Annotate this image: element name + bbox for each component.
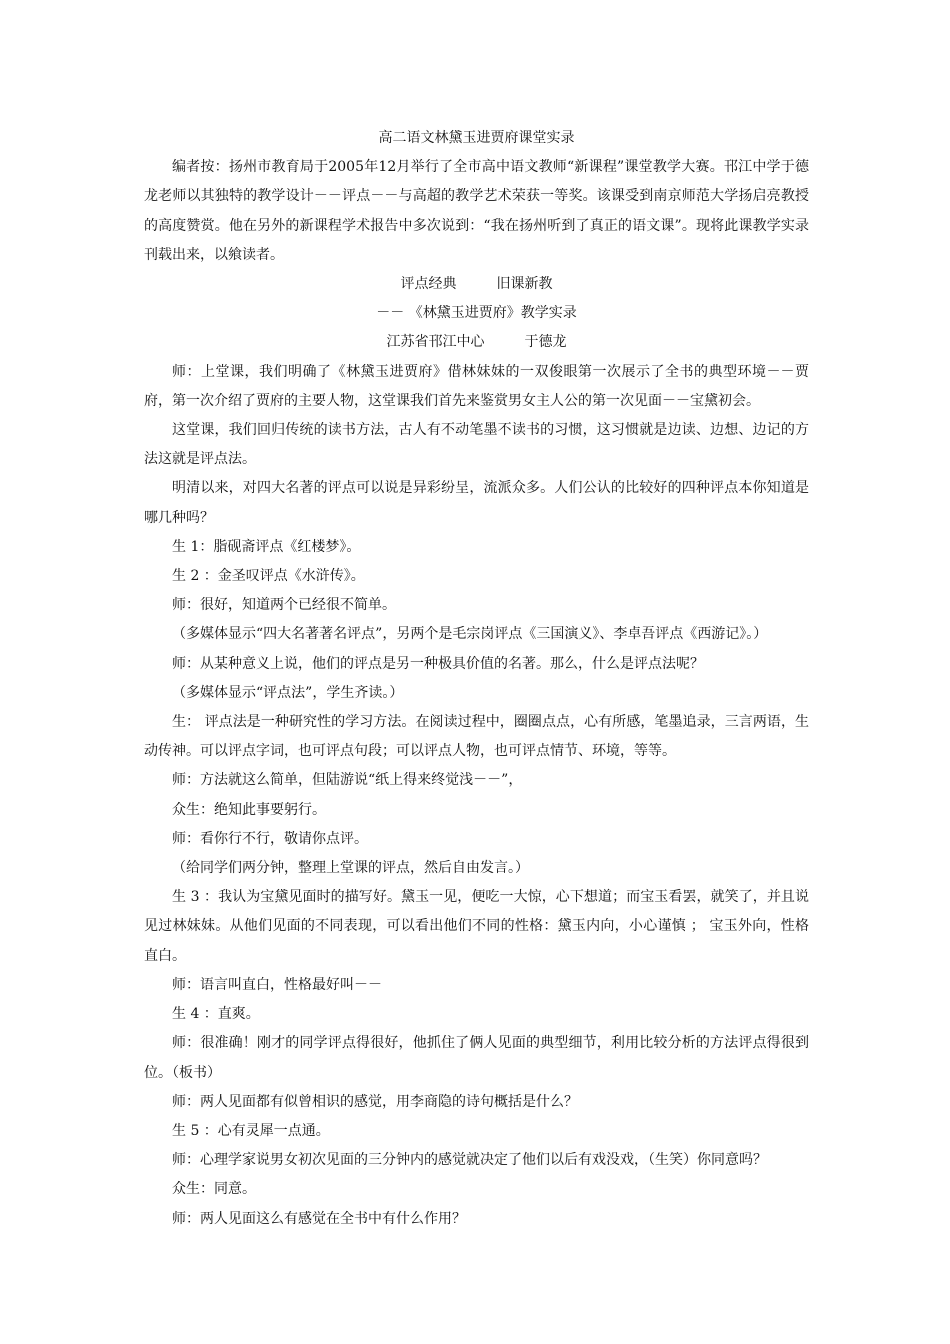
paragraph: 师：心理学家说男女初次见面的三分钟内的感觉就决定了他们以后有戏没戏，（生笑）你同意吗？: [172, 1152, 767, 1169]
paragraph: 生： 评点法是一种研究性的学习方法。在阅读过程中，圈圈点点，心有所感，笔墨追录，三言两语，生动传神。可以评点字词，也可评点句段；可以评点人物，也可评点情节、环境，等等。: [144, 714, 809, 760]
paragraph: 生 3 ：我认为宝黛见面时的描写好。黛玉一见，便吃一大惊，心下想道；而宝玉看罢，就笑了，并且说见过林妹妹。从他们见面的不同表现，可以看出他们不同的性格：黛玉内向，小心谨慎 ； 宝玉外向，性格直白。: [144, 889, 809, 964]
paragraph: 师：上堂课，我们明确了《林黛玉进贾府》借林妹妹的一双俊眼第一次展示了全书的典型环境－－贾府，第一次介绍了贾府的主要人物，这堂课我们首先来鉴赏男女主人公的第一次见面－－宝黛初会。: [144, 363, 809, 409]
paragraph: 众生：同意。: [172, 1181, 256, 1198]
paragraph: 明清以来，对四大名著的评点可以说是异彩纷呈，流派众多。人们公认的比较好的四种评点本你知道是哪几种吗？: [144, 480, 809, 526]
body-text: [144, 358, 809, 1234]
paragraph: 生 2 ：金圣叹评点《水浒传》。: [172, 568, 365, 585]
paragraph: （多媒体显示“四大名著著名评点”，另两个是毛宗岗评点《三国演义》、李卓吾评点《西游记》。）: [172, 626, 768, 643]
paragraph: 师：很准确！刚才的同学评点得很好，他抓住了俩人见面的典型细节，利用比较分析的方法评点得很到位。（板书）: [144, 1035, 809, 1081]
subtitle: [144, 270, 809, 299]
document-page: [144, 124, 809, 1234]
paragraph: 师：两人见面这么有感觉在全书中有什么作用？: [172, 1210, 466, 1227]
subtitle-right: 旧课新教: [496, 276, 553, 293]
paragraph: 师：很好，知道两个已经很不简单。: [172, 597, 396, 614]
author-line: [144, 328, 809, 357]
document-title: 高二语文林黛玉进贾府课堂实录: [378, 130, 575, 146]
paragraph: 生 5 ：心有灵犀一点通。: [172, 1122, 330, 1139]
author-place: 江苏省邗江中心: [386, 334, 485, 351]
subtitle-left: 评点经典: [400, 276, 457, 293]
paragraph: 师：两人见面都有似曾相识的感觉，用李商隐的诗句概括是什么？: [172, 1093, 578, 1110]
editor-note: 编者按：扬州市教育局于2005年12月举行了全市高中语文教师“新课程”课堂教学大赛。邗江中学于德龙老师以其独特的教学设计－－评点－－与高超的教学艺术荣获一等奖。该课受到南京师范大学扬启亮教授的高度赞赏。他在另外的新课程学术报告中多次说到：“我在扬州听到了真正的语文课”。现将此课教学实录刊载出来，以飨读者。: [144, 159, 809, 263]
paragraph: 师：从某种意义上说，他们的评点是另一种极具价值的名著。那么，什么是评点法呢？: [172, 655, 704, 672]
paragraph: 这堂课，我们回归传统的读书方法，古人有不动笔墨不读书的习惯，这习惯就是边读、边想、边记的方法这就是评点法。: [144, 422, 809, 468]
paragraph: 生 4 ：直爽。: [172, 1006, 260, 1023]
paragraph: 师：语言叫直白，性格最好叫－－: [172, 976, 382, 993]
paragraph: 生 1：脂砚斋评点《红楼梦》。: [172, 538, 361, 555]
paragraph: 众生：绝知此事要躬行。: [172, 801, 326, 818]
paragraph: 师：看你行不行，敬请你点评。: [172, 830, 368, 847]
paragraph: （给同学们两分钟，整理上堂课的评点，然后自由发言。）: [172, 860, 529, 877]
subtitle-line-2: －－ 《林黛玉进贾府》教学实录: [376, 305, 577, 322]
author-name: 于德龙: [524, 334, 567, 351]
paragraph: 师：方法就这么简单，但陆游说“纸上得来终觉浅－－”，: [172, 772, 523, 789]
paragraph: （多媒体显示“评点法”，学生齐读。）: [172, 684, 404, 701]
